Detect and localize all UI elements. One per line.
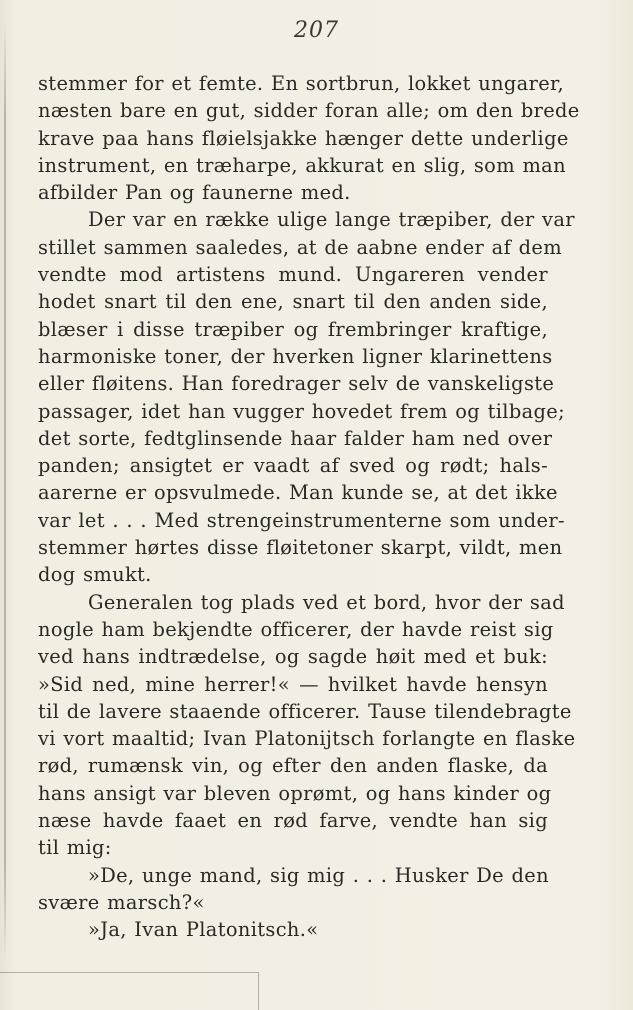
text-line: blæser i disse træpiber og frembringer kraftige, <box>38 317 548 341</box>
text-line: afbilder Pan og faunerne med. <box>38 181 351 205</box>
bottom-edge-line <box>0 972 258 973</box>
text-line: stillet sammen saaledes, at de aabne ender af dem <box>38 235 562 259</box>
text-line: rød, rumænsk vin, og efter den anden flaske, da <box>38 754 548 778</box>
text-line: panden; ansigtet er vaadt af sved og rødt; hals- <box>38 454 548 478</box>
text-line: til mig: <box>38 836 112 860</box>
text-line: hans ansigt var bleven oprømt, og hans kinder og <box>38 781 552 805</box>
text-line: aarerne er opsvulmede. Man kunde se, at det ikke <box>38 481 558 505</box>
text-line: var let . . . Med strengeinstrumenterne som under- <box>38 508 565 532</box>
text-line: instrument, en træharpe, akkurat en slig, som man <box>38 153 566 177</box>
text-line: vendte mod artistens mund. Ungareren vender <box>38 263 548 287</box>
text-line: ved hans indtrædelse, og sagde høit med et buk: <box>38 645 548 669</box>
page-number: 207 <box>294 18 339 43</box>
text-line: eller fløitens. Han foredrager selv de vanskeligste <box>38 372 555 396</box>
text-line: dog smukt. <box>38 563 152 587</box>
text-line: Der var en række ulige lange træpiber, der var <box>88 208 575 232</box>
text-line: stemmer for et femte. En sortbrun, lokket ungarer, <box>38 72 565 95</box>
text-line: hodet snart til den ene, snart til den anden side, <box>38 290 548 314</box>
text-line: harmoniske toner, der hverken ligner klarinettens <box>38 344 553 368</box>
text-line: til de lavere staaende officerer. Tause tilendebragte <box>38 699 572 723</box>
text-line: svære marsch?« <box>38 890 205 914</box>
text-line: »Sid ned, mine herrer!« — hvilket havde hensyn <box>38 672 548 696</box>
text-line: nogle ham bekjendte officerer, der havde reist sig <box>38 617 554 641</box>
text-line: vi vort maaltid; Ivan Platonijtsch forlangte en flaske <box>38 727 576 751</box>
text-line: »Ja, Ivan Platonitsch.« <box>88 918 319 942</box>
text-line: »De, unge mand, sig mig . . . Husker De den <box>88 863 549 887</box>
text-line: Generalen tog plads ved et bord, hvor der sad <box>88 590 565 614</box>
bottom-corner-mark <box>258 972 262 1010</box>
body-text <box>38 70 580 944</box>
text-line: næse havde faaet en rød farve, vendte han sig <box>38 809 548 833</box>
text-line: passager, idet han vugger hovedet frem og tilbage; <box>38 399 565 423</box>
text-line: næsten bare en gut, sidder foran alle; om den brede <box>38 99 580 123</box>
page-binding-edge <box>4 20 6 960</box>
text-line: stemmer hørtes disse fløitetoner skarpt, vildt, men <box>38 536 563 560</box>
text-line: krave paa hans fløielsjakke hænger dette underlige <box>38 126 569 150</box>
text-line: det sorte, fedtglinsende haar falder ham ned over <box>38 426 553 450</box>
